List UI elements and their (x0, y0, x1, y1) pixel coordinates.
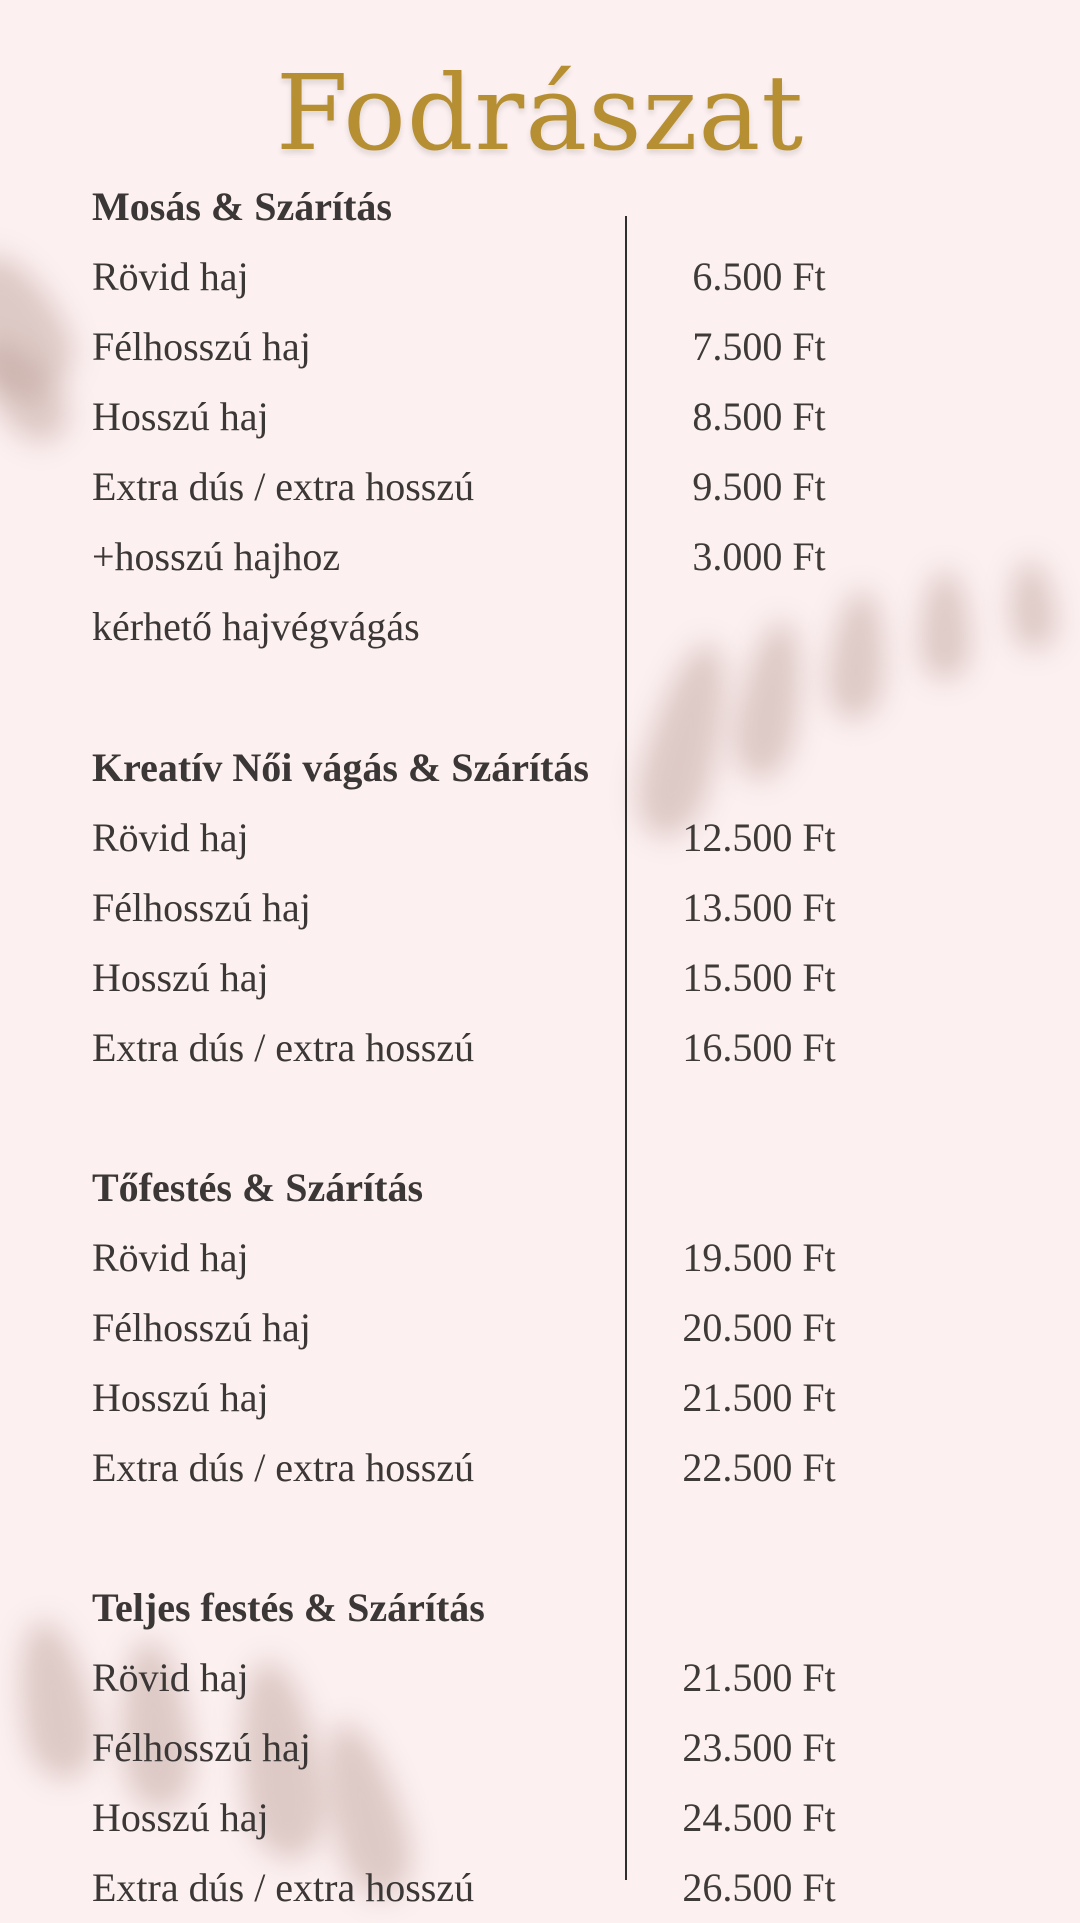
leaf-shadow-decoration (824, 588, 890, 722)
service-label: Rövid haj (92, 1655, 249, 1700)
service-label: Félhosszú haj (92, 324, 311, 369)
page-title: Fodrászat (275, 52, 805, 174)
service-price: 7.500 Ft (692, 324, 826, 369)
service-label: Extra dús / extra hosszú (92, 1025, 475, 1070)
service-price: 19.500 Ft (682, 1235, 836, 1280)
service-label: Félhosszú haj (92, 1305, 311, 1350)
section-heading: Kreatív Női vágás & Szárítás (92, 745, 589, 790)
service-price: 15.500 Ft (682, 955, 836, 1000)
service-label: Rövid haj (92, 1235, 249, 1280)
service-price: 16.500 Ft (682, 1025, 836, 1070)
service-label: Félhosszú haj (92, 885, 311, 930)
column-divider (625, 216, 627, 1880)
service-price: 8.500 Ft (692, 394, 826, 439)
service-label: Hosszú haj (92, 1375, 269, 1420)
service-price: 13.500 Ft (682, 885, 836, 930)
service-price: 22.500 Ft (682, 1445, 836, 1490)
service-label: Rövid haj (92, 815, 249, 860)
service-price: 21.500 Ft (682, 1375, 836, 1420)
service-price: 20.500 Ft (682, 1305, 836, 1350)
leaf-shadow-decoration (1006, 558, 1059, 652)
section-heading: Teljes festés & Szárítás (92, 1585, 485, 1630)
service-price: 23.500 Ft (682, 1725, 836, 1770)
service-label: Hosszú haj (92, 955, 269, 1000)
service-price: 12.500 Ft (682, 815, 836, 860)
section-heading: Tőfestés & Szárítás (92, 1165, 424, 1210)
service-price: 26.500 Ft (682, 1865, 836, 1910)
service-price: 6.500 Ft (692, 254, 826, 299)
service-label: Hosszú haj (92, 1795, 269, 1840)
service-label: Rövid haj (92, 254, 249, 299)
service-label: Extra dús / extra hosszú (92, 1445, 475, 1490)
service-price: 3.000 Ft (692, 534, 826, 579)
leaf-shadow-decoration (920, 570, 970, 680)
service-label: kérhető hajvégvágás (92, 604, 420, 649)
service-label: Extra dús / extra hosszú (92, 1865, 475, 1910)
service-price: 21.500 Ft (682, 1655, 836, 1700)
service-label: Hosszú haj (92, 394, 269, 439)
leaf-shadow-decoration (7, 1615, 104, 1785)
service-label: +hosszú hajhoz (92, 534, 341, 579)
service-label: Félhosszú haj (92, 1725, 311, 1770)
service-price: 9.500 Ft (692, 464, 826, 509)
section-heading: Mosás & Szárítás (92, 184, 392, 229)
service-label: Extra dús / extra hosszú (92, 464, 475, 509)
service-price: 24.500 Ft (682, 1795, 836, 1840)
leaf-shadow-decoration (727, 616, 814, 784)
